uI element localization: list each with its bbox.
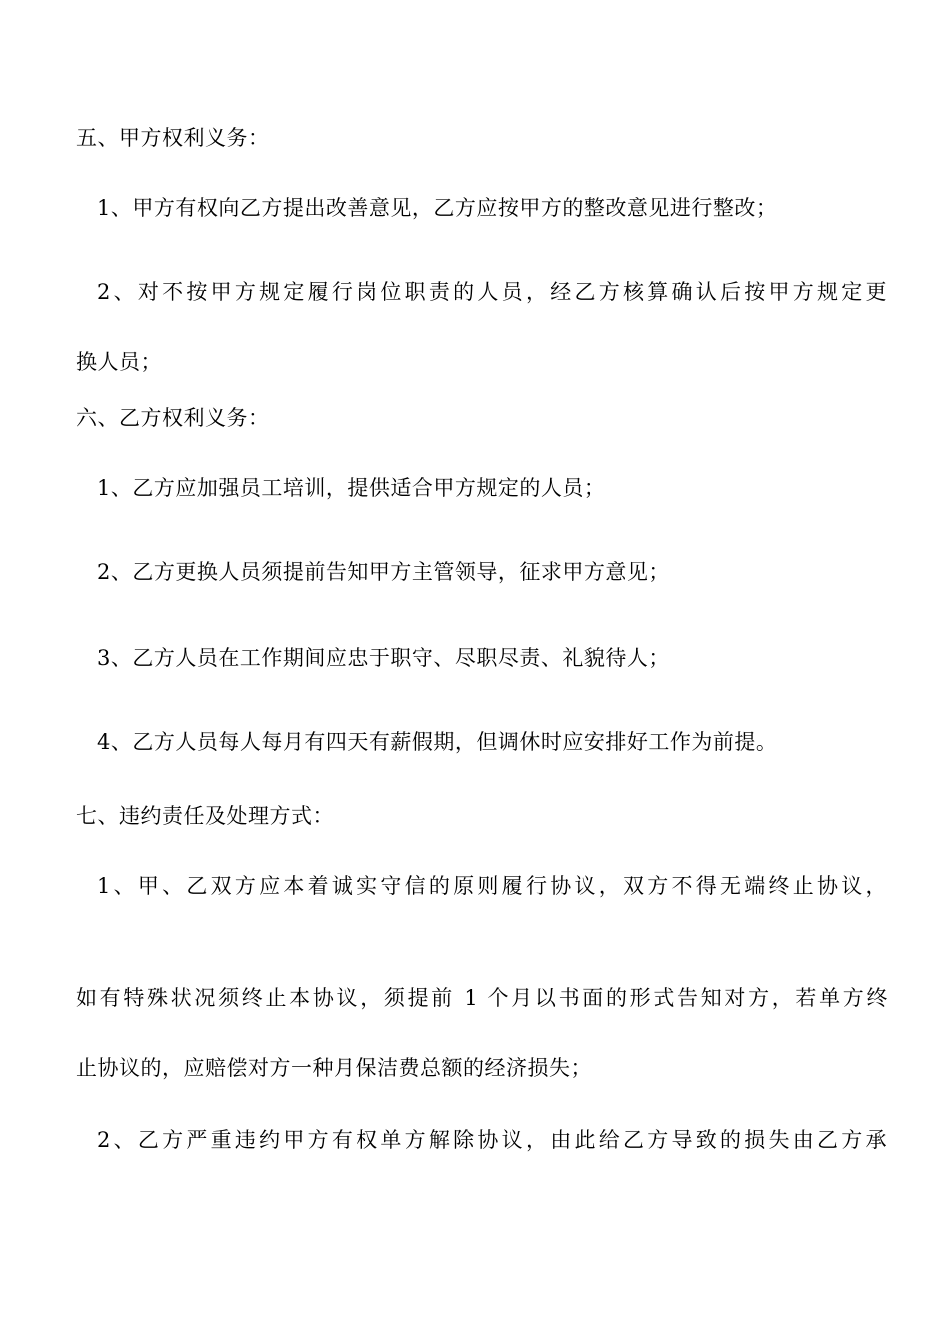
clause-6-2: 2、乙方更换人员须提前告知甲方主管领导，征求甲方意见； bbox=[97, 560, 670, 584]
section-heading-six: 六、乙方权利义务： bbox=[76, 406, 270, 430]
clause-6-1: 1、乙方应加强员工培训，提供适合甲方规定的人员； bbox=[97, 476, 606, 500]
clause-7-1-continued: 如有特殊状况须终止本协议，须提前 1 个月以书面的形式告知对方，若单方终 bbox=[76, 986, 888, 1010]
clause-5-2: 2、对不按甲方规定履行岗位职责的人员，经乙方核算确认后按甲方规定更 bbox=[97, 280, 887, 304]
clause-5-1: 1、甲方有权向乙方提出改善意见，乙方应按甲方的整改意见进行整改； bbox=[97, 196, 778, 220]
section-heading-five: 五、甲方权利义务： bbox=[76, 126, 270, 150]
clause-5-2-continued: 换人员； bbox=[76, 350, 162, 374]
section-heading-seven: 七、违约责任及处理方式： bbox=[76, 804, 334, 828]
clause-7-2: 2、乙方严重违约甲方有权单方解除协议，由此给乙方导致的损失由乙方承 bbox=[97, 1128, 887, 1152]
clause-7-1-continued-2: 止协议的，应赔偿对方一种月保洁费总额的经济损失； bbox=[76, 1056, 592, 1080]
clause-6-3: 3、乙方人员在工作期间应忠于职守、尽职尽责、礼貌待人； bbox=[97, 646, 670, 670]
clause-7-1: 1、甲、乙双方应本着诚实守信的原则履行协议，双方不得无端终止协议， bbox=[97, 874, 887, 898]
clause-6-4: 4、乙方人员每人每月有四天有薪假期，但调休时应安排好工作为前提。 bbox=[97, 730, 778, 754]
